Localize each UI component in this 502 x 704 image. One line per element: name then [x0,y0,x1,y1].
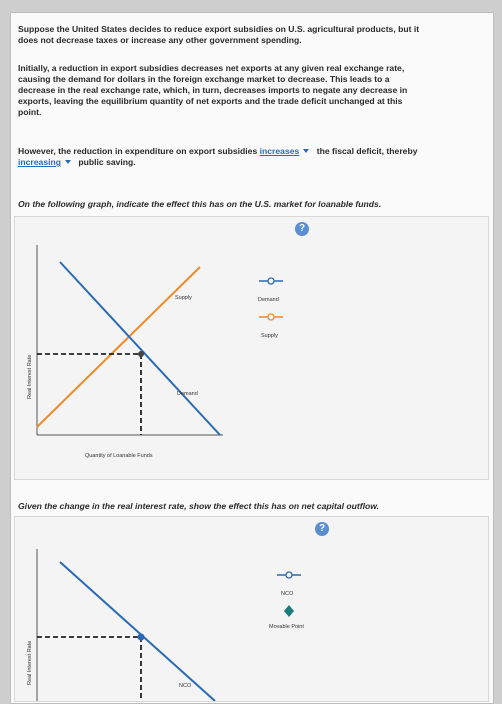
legend-movable-point-label: Movable Point [269,624,304,630]
equilibrium-point[interactable] [138,351,144,357]
intro-line-1: Suppose the United States decides to reduce export subsidies on U.S. agricultural products, but it [18,24,420,34]
help-icon[interactable]: ? [315,522,329,536]
loanable-funds-panel [14,216,489,480]
para-line: causing the demand for dollars in the foreign exchange market to decrease. This leads to a [18,74,390,84]
demand-curve[interactable] [60,262,220,435]
y-axis-label: Real Interest Rate [27,354,33,399]
legend-demand-label: Demand [258,297,279,303]
para-line: point. [18,107,42,117]
legend-demand-marker[interactable] [268,278,274,284]
y-axis-label: Real Interest Rate [27,640,33,685]
nco-point[interactable] [138,634,145,641]
question-pre: However, the reduction in expenditure on export subsidies [18,146,258,156]
supply-label: Supply [175,295,192,301]
graph2-instruction: Given the change in the real interest rate, show the effect this has on net capital outflow. [18,501,380,511]
dropdown-caret-icon[interactable] [65,160,71,164]
nco-curve-label: NCO [179,683,192,689]
supply-curve[interactable] [37,267,200,427]
help-icon[interactable]: ? [295,222,309,236]
nco-graph [15,517,488,701]
saving-dropdown[interactable]: increasing [18,157,61,167]
question-post: public saving. [78,157,136,167]
para-line: exports, leaving the equilibrium quantity of net exports and the trade deficit unchanged at this [18,96,403,106]
para-line: decrease in the real exchange rate, which, in turn, decreases imports to negate any decrease in [18,85,408,95]
intro-line-2: does not decrease taxes or increase any other government spending. [18,35,302,45]
legend-supply-label: Supply [261,333,278,339]
explanation-paragraph [18,63,407,118]
legend-nco-marker[interactable] [286,572,292,578]
question-text [18,146,417,168]
question-mid: the fiscal deficit, thereby [316,146,418,156]
nco-panel [14,516,489,702]
legend-nco-label: NCO [281,591,294,597]
para-line: Initially, a reduction in export subsidies decreases net exports at any given real exchange rate, [18,63,405,73]
intro-text [18,24,419,46]
loanable-funds-graph [15,217,488,479]
legend-movable-point-marker[interactable] [284,605,294,617]
deficit-dropdown[interactable]: increases [259,146,300,156]
legend-supply-marker[interactable] [268,314,274,320]
nco-curve[interactable] [60,562,215,701]
demand-label: Demand [177,391,198,397]
graph1-instruction: On the following graph, indicate the effect this has on the U.S. market for loanable funds. [18,199,382,209]
x-axis-label: Quantity of Loanable Funds [85,453,153,459]
dropdown-caret-icon[interactable] [303,149,309,153]
